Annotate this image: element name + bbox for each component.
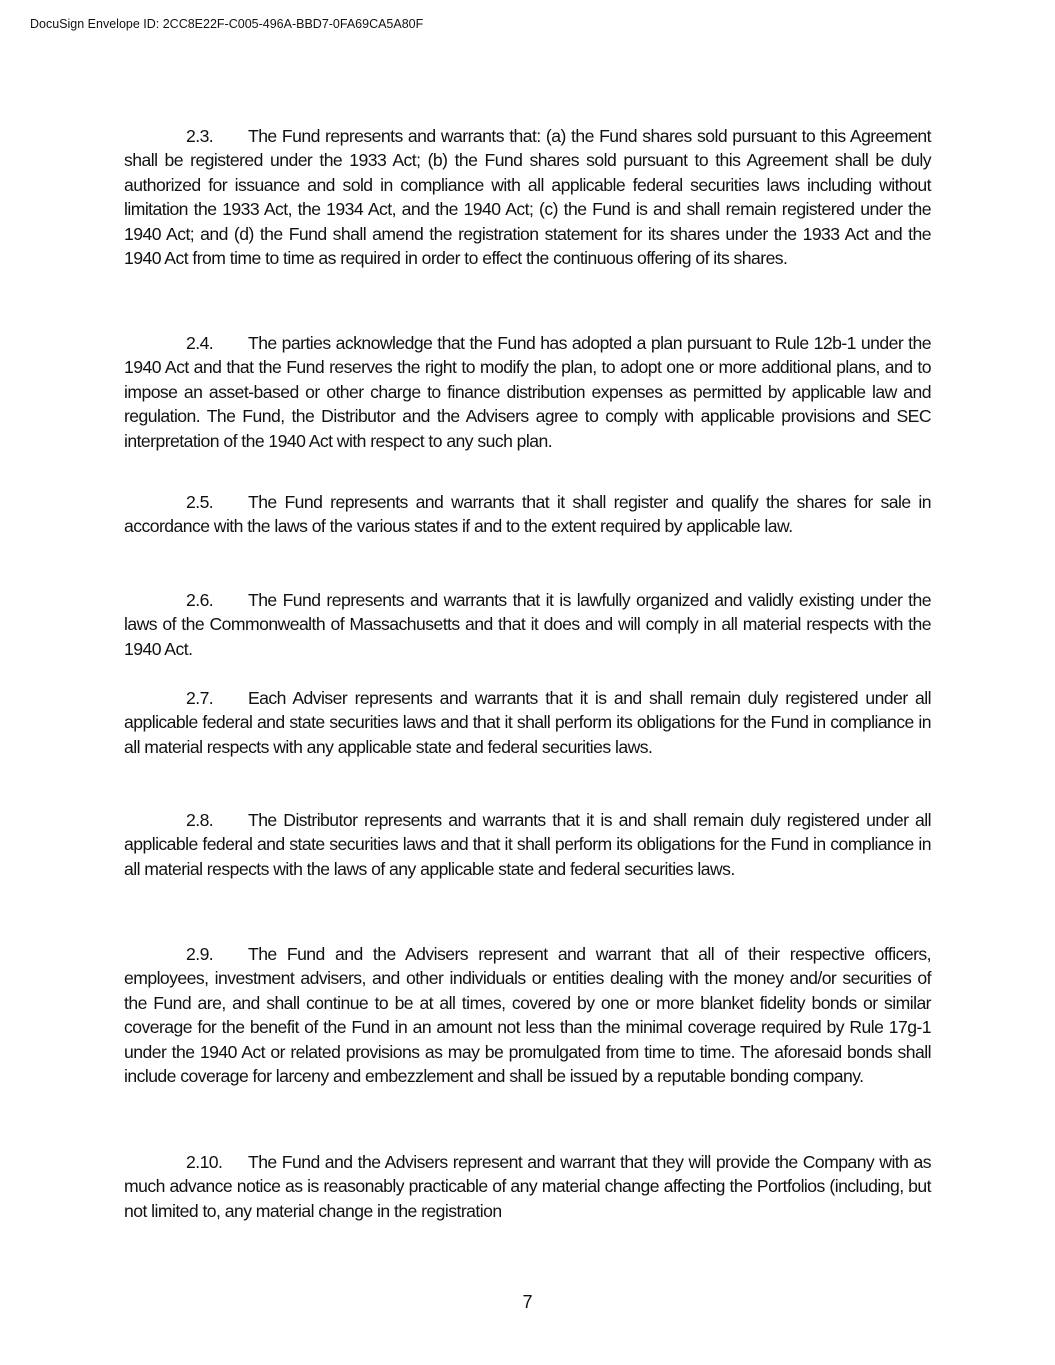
section-2-7 [124, 686, 931, 759]
section-number: 2.6. [186, 590, 214, 610]
section-number: 2.7. [186, 688, 214, 708]
section-2-8 [124, 808, 931, 881]
section-number: 2.9. [186, 944, 214, 964]
section-text: The parties acknowledge that the Fund has adopted a plan pursuant to Rule 12b-1 under the 1940 Act and that the Fund reserves the right to modify the plan, to adopt one or more additional plans, and to impose an asset-based or other charge to finance distribution expenses as permitted by applicable law and regulation. The Fund, the Distributor and the Advisers agree to comply with applicable provisions and SEC interpretation of the 1940 Act with respect to any such plan. [124, 333, 931, 451]
section-text: The Fund represents and warrants that: (a) the Fund shares sold pursuant to this Agreement shall be registered under the 1933 Act; (b) the Fund shares sold pursuant to this Agreement shall be duly authorized for issuance and sold in compliance with all applicable federal securities laws including without limitation the 1933 Act, the 1934 Act, and the 1940 Act; (c) the Fund is and shall remain registered under the 1940 Act; and (d) the Fund shall amend the registration statement for its shares under the 1933 Act and the 1940 Act from time to time as required in order to effect the continuous offering of its shares. [124, 126, 931, 269]
section-2-6 [124, 588, 931, 661]
section-2-10 [124, 1150, 931, 1223]
section-number: 2.10. [186, 1152, 223, 1172]
section-number: 2.5. [186, 492, 214, 512]
section-2-5 [124, 490, 931, 539]
section-2-9 [124, 942, 931, 1088]
section-text: The Distributor represents and warrants that it is and shall remain duly registered under all applicable federal and state securities laws and that it shall perform its obligations for the Fund in compliance in all material respects with the laws of any applicable state and federal securities laws. [124, 810, 931, 879]
section-text: The Fund and the Advisers represent and warrant that they will provide the Company with as much advance notice as is reasonably practicable of any material change affecting the Portfolios (including, but not limited to, any material change in the registration [124, 1152, 931, 1221]
section-2-4 [124, 331, 931, 453]
docusign-envelope-id: DocuSign Envelope ID: 2CC8E22F-C005-496A-BBD7-0FA69CA5A80F [30, 17, 424, 31]
page-number: 7 [522, 1292, 533, 1312]
section-number: 2.4. [186, 333, 214, 353]
section-text: The Fund represents and warrants that it is lawfully organized and validly existing under the laws of the Commonwealth of Massachusetts and that it does and will comply in all material respects with the 1940 Act. [124, 590, 931, 659]
section-text: Each Adviser represents and warrants that it is and shall remain duly registered under all applicable federal and state securities laws and that it shall perform its obligations for the Fund in compliance in all material respects with any applicable state and federal securities laws. [124, 688, 931, 757]
section-text: The Fund represents and warrants that it shall register and qualify the shares for sale in accordance with the laws of the various states if and to the extent required by applicable law. [124, 492, 931, 537]
section-text: The Fund and the Advisers represent and warrant that all of their respective officers, employees, investment advisers, and other individuals or entities dealing with the money and/or securities of the Fund are, and shall continue to be at all times, covered by one or more blanket fidelity bonds or similar coverage for the benefit of the Fund in an amount not less than the minimal coverage required by Rule 17g-1 under the 1940 Act or related provisions as may be promulgated from time to time. The aforesaid bonds shall include coverage for larceny and embezzlement and shall be issued by a reputable bonding company. [124, 944, 931, 1087]
section-2-3 [124, 124, 931, 270]
section-number: 2.8. [186, 810, 214, 830]
section-number: 2.3. [186, 126, 214, 146]
